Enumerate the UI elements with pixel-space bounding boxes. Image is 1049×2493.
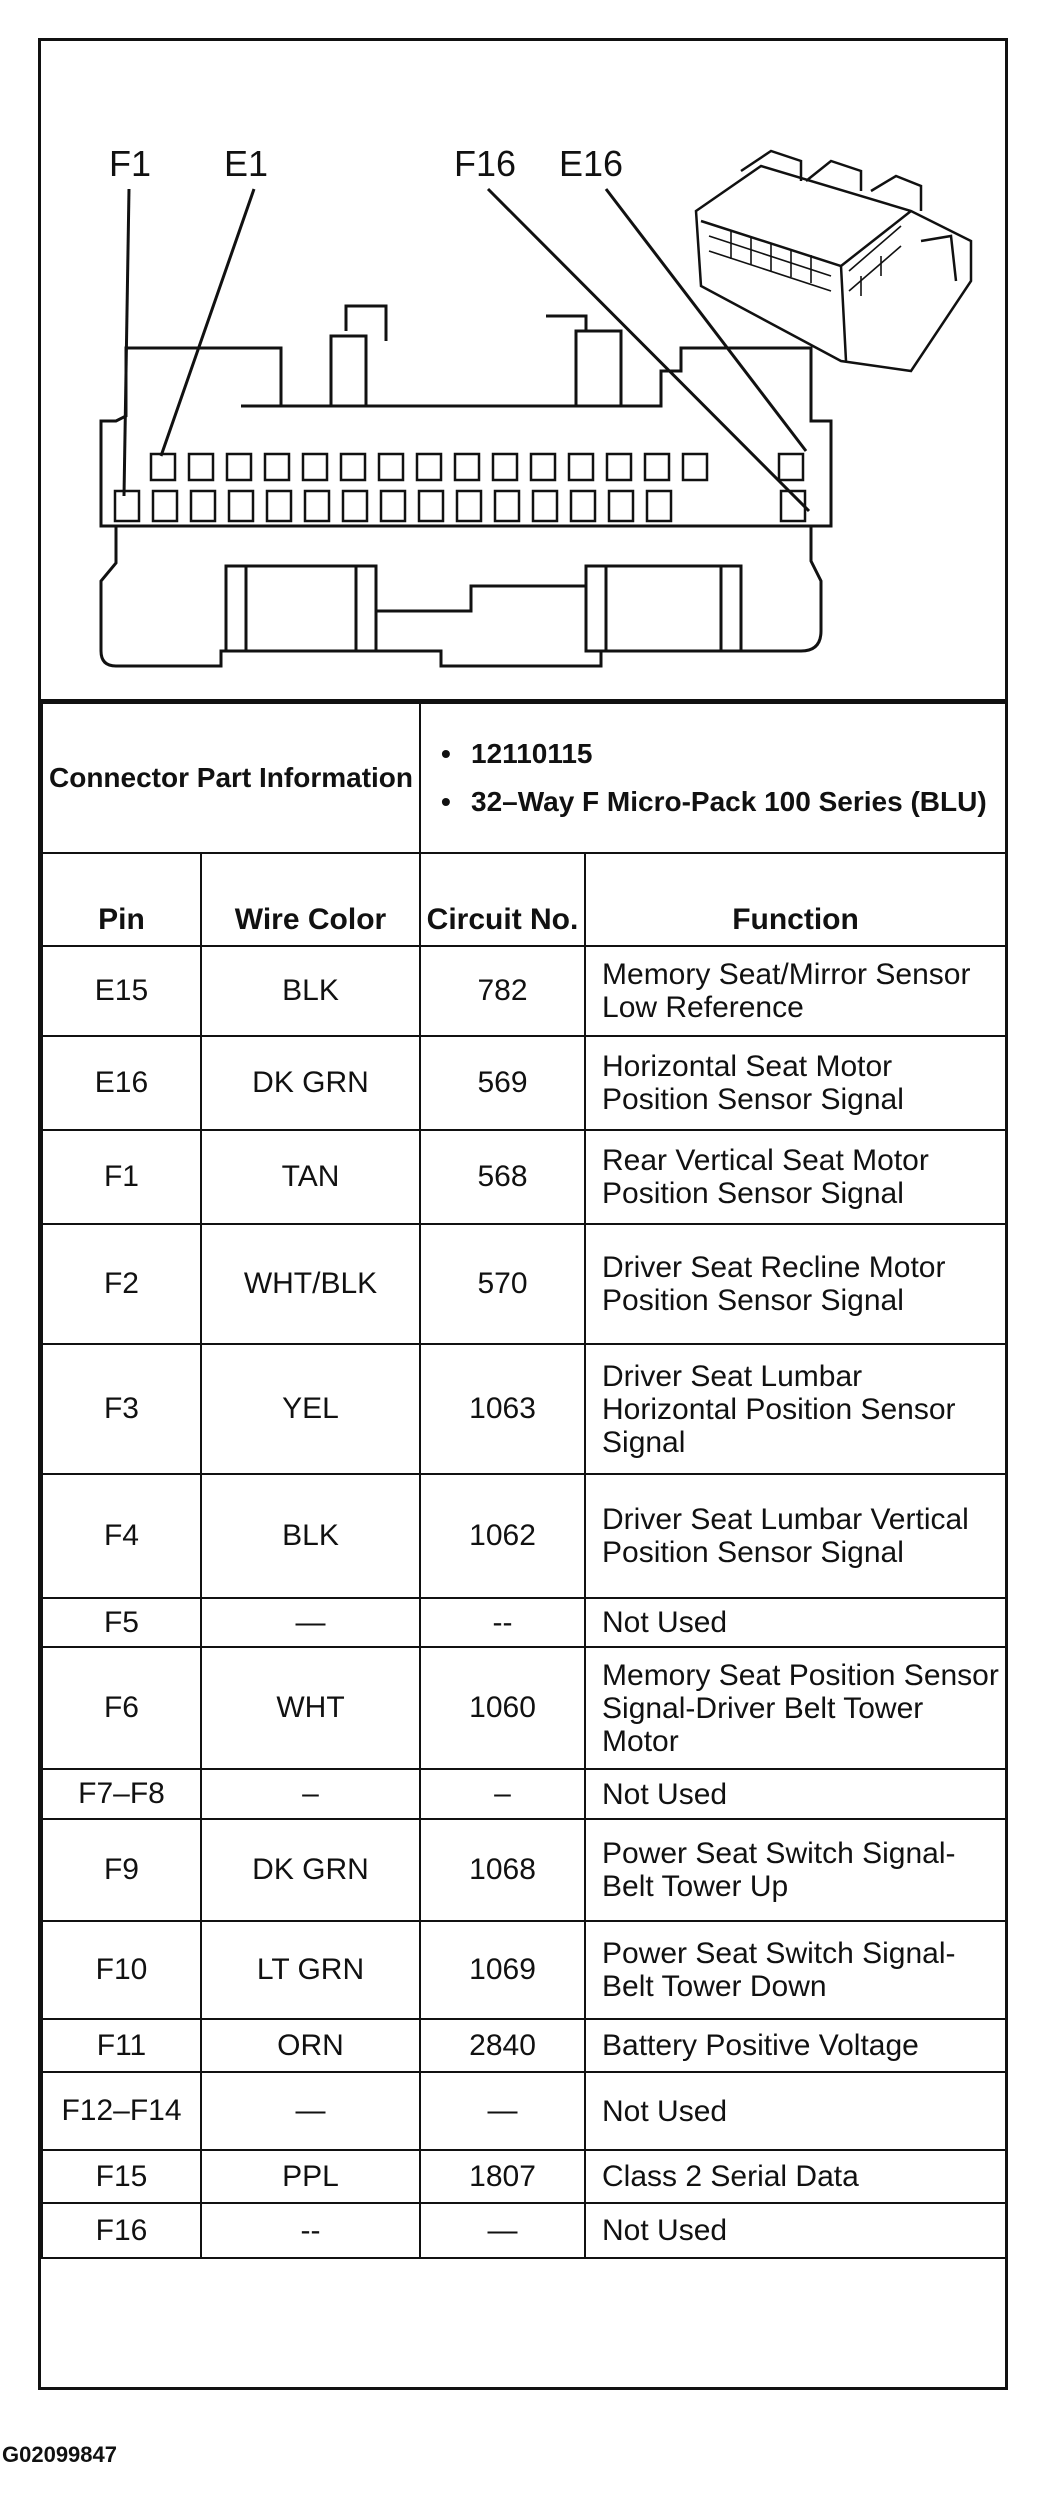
table-row xyxy=(42,1036,1006,1130)
info-item: • 32–Way F Micro-Pack 100 Series (BLU) xyxy=(441,784,1005,820)
function-cell: Class 2 Serial Data xyxy=(585,2150,1006,2203)
function-cell: Rear Vertical Seat Motor Position Sensor Signal xyxy=(585,1130,1006,1224)
function-cell: Not Used xyxy=(585,2072,1006,2150)
table-row xyxy=(42,1130,1006,1224)
circuit-cell: — xyxy=(420,2072,585,2150)
circuit-cell: 570 xyxy=(420,1224,585,1344)
table-row xyxy=(42,2072,1006,2150)
wire-color-cell: LT GRN xyxy=(201,1921,420,2019)
wire-color-cell: PPL xyxy=(201,2150,420,2203)
table-row xyxy=(42,2019,1006,2072)
circuit-cell: -- xyxy=(420,1598,585,1647)
pin-cell: F15 xyxy=(42,2150,201,2203)
function-cell: Driver Seat Lumbar Horizontal Position Sensor Signal xyxy=(585,1344,1006,1474)
wire-color-cell: ORN xyxy=(201,2019,420,2072)
callout-e1: E1 xyxy=(224,143,269,184)
leader-line-e1 xyxy=(161,189,254,456)
wire-color-cell: — xyxy=(201,1598,420,1647)
pin-cell: F1 xyxy=(42,1130,201,1224)
wire-color-cell: DK GRN xyxy=(201,1819,420,1921)
function-cell: Power Seat Switch Signal-Belt Tower Up xyxy=(585,1819,1006,1921)
callout-f1: F1 xyxy=(109,143,152,184)
pin-cell: F9 xyxy=(42,1819,201,1921)
function-cell: Not Used xyxy=(585,2203,1006,2258)
wire-color-cell: – xyxy=(201,1769,420,1819)
wire-color-cell: BLK xyxy=(201,1474,420,1598)
column-header-wire-color: Wire Color xyxy=(201,853,420,946)
pin-cell: F16 xyxy=(42,2203,201,2258)
function-cell: Driver Seat Recline Motor Position Sensor Signal xyxy=(585,1224,1006,1344)
function-cell: Power Seat Switch Signal-Belt Tower Down xyxy=(585,1921,1006,2019)
table-row xyxy=(42,1647,1006,1769)
info-item: • 12110115 xyxy=(441,736,1005,772)
pin-cell: F7–F8 xyxy=(42,1769,201,1819)
table-row xyxy=(42,2150,1006,2203)
cavity-row-e xyxy=(151,454,803,480)
table-row xyxy=(42,1921,1006,2019)
leader-line-e16 xyxy=(606,189,806,451)
table-row xyxy=(42,1474,1006,1598)
leader-line-f16 xyxy=(488,189,809,511)
function-cell: Battery Positive Voltage xyxy=(585,2019,1006,2072)
connector-drawing xyxy=(41,41,1005,699)
function-cell: Not Used xyxy=(585,1598,1006,1647)
table-row xyxy=(42,1769,1006,1819)
pin-cell: F3 xyxy=(42,1344,201,1474)
leader-line-f1 xyxy=(124,189,129,496)
circuit-cell: 1068 xyxy=(420,1819,585,1921)
circuit-cell: – xyxy=(420,1769,585,1819)
column-header-pin: Pin xyxy=(42,853,201,946)
pin-cell: F5 xyxy=(42,1598,201,1647)
table-row xyxy=(42,946,1006,1036)
function-cell: Horizontal Seat Motor Position Sensor Signal xyxy=(585,1036,1006,1130)
table-row xyxy=(42,1344,1006,1474)
connector-info-label: Connector Part Information xyxy=(42,703,420,853)
pin-cell: F12–F14 xyxy=(42,2072,201,2150)
connector-diagram xyxy=(41,41,1005,702)
wire-color-cell: WHT/BLK xyxy=(201,1224,420,1344)
wire-color-cell: BLK xyxy=(201,946,420,1036)
pin-cell: F6 xyxy=(42,1647,201,1769)
circuit-cell: — xyxy=(420,2203,585,2258)
column-header-function: Function xyxy=(585,853,1006,946)
wire-color-cell: DK GRN xyxy=(201,1036,420,1130)
wire-color-cell: YEL xyxy=(201,1344,420,1474)
circuit-cell: 568 xyxy=(420,1130,585,1224)
function-cell: Not Used xyxy=(585,1769,1006,1819)
pin-cell: F10 xyxy=(42,1921,201,2019)
connector-pinout-table xyxy=(41,702,1007,2259)
wire-color-cell: TAN xyxy=(201,1130,420,1224)
table-row xyxy=(42,1224,1006,1344)
pin-cell: F4 xyxy=(42,1474,201,1598)
function-cell: Memory Seat/Mirror Sensor Low Reference xyxy=(585,946,1006,1036)
header-row xyxy=(42,853,1006,946)
circuit-cell: 1062 xyxy=(420,1474,585,1598)
table-row xyxy=(42,1819,1006,1921)
circuit-cell: 1063 xyxy=(420,1344,585,1474)
table-row xyxy=(42,1598,1006,1647)
connector-info-row xyxy=(42,703,1006,853)
wire-color-cell: -- xyxy=(201,2203,420,2258)
function-cell: Memory Seat Position Sensor Signal-Driver Belt Tower Motor xyxy=(585,1647,1006,1769)
column-header-circuit-no: Circuit No. xyxy=(420,853,585,946)
table-row xyxy=(42,2203,1006,2258)
connector-sheet xyxy=(38,38,1008,2390)
circuit-cell: 782 xyxy=(420,946,585,1036)
pin-cell: E15 xyxy=(42,946,201,1036)
connector-info-list xyxy=(420,703,1006,853)
cavity-row-f xyxy=(115,491,805,521)
wire-color-cell: WHT xyxy=(201,1647,420,1769)
connector-isometric-view xyxy=(696,151,971,371)
bullet-icon: • xyxy=(441,786,451,817)
bullet-icon: • xyxy=(441,738,451,769)
circuit-cell: 1807 xyxy=(420,2150,585,2203)
function-cell: Driver Seat Lumbar Vertical Position Sensor Signal xyxy=(585,1474,1006,1598)
circuit-cell: 2840 xyxy=(420,2019,585,2072)
wire-color-cell: — xyxy=(201,2072,420,2150)
circuit-cell: 1060 xyxy=(420,1647,585,1769)
circuit-cell: 569 xyxy=(420,1036,585,1130)
callout-f16: F16 xyxy=(454,143,517,184)
pin-cell: E16 xyxy=(42,1036,201,1130)
pin-cell: F2 xyxy=(42,1224,201,1344)
circuit-cell: 1069 xyxy=(420,1921,585,2019)
callout-e16: E16 xyxy=(559,143,624,184)
figure-id: G02099847 xyxy=(2,2442,117,2467)
pin-cell: F11 xyxy=(42,2019,201,2072)
